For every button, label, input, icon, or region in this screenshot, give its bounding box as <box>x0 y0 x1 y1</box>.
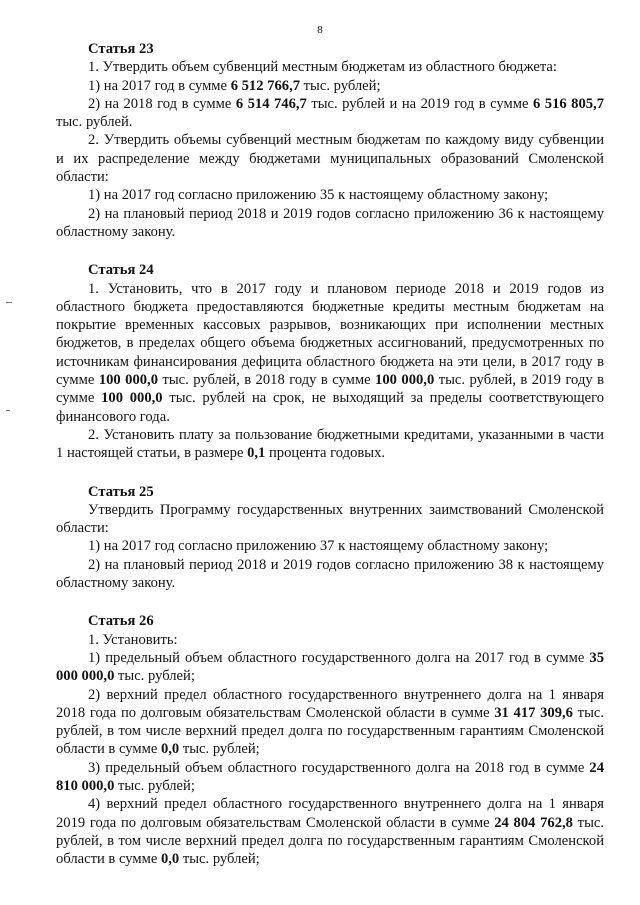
page-number: 8 <box>317 24 323 36</box>
amount: 100 000,0 <box>98 372 159 389</box>
amount: 0,0 <box>160 851 180 868</box>
amount: 6 516 805,7 <box>532 95 604 112</box>
article-heading: Статья 26 <box>88 613 154 630</box>
rate: 0,1 <box>247 445 266 462</box>
paragraph: Утвердить Программу государственных внутренних заимствований Смоленской области: <box>56 501 604 537</box>
paragraph: 2) верхний предел областного государственного внутреннего долга на 1 января 2018 года по долговым обязательствам Смоленской области в сумме 31 417 309,6 тыс. рублей, в том числе верхний предел долга по государственным гарантиям Смоленской области в сумме 0,0 тыс. рублей; <box>56 686 604 758</box>
amount: 0,0 <box>160 741 180 758</box>
paragraph: 1. Утвердить объем субвенций местным бюджетам из областного бюджета: <box>88 59 557 76</box>
paragraph: 1) на 2017 год в сумме 6 512 766,7 тыс. рублей; <box>88 77 381 94</box>
paragraph: 1. Установить, что в 2017 году и плановом периоде 2018 и 2019 годов из областного бюджета предоставляются бюджетные кредиты местным бюджетам на покрытие временных кассовых разрывов, возникающих при исполнении местных бюджетов, в пределах общего объема бюджетных ассигнований, предусмотренных по источникам финансирования дефицита областного бюджета на эти цели, в 2017 году в сумме 100 000,0 тыс. рублей, в 2018 году в сумме 100 000,0 тыс. рублей, в 2019 году в сумме 100 000,0 тыс. рублей на срок, не выходящий за пределы соответствующего финансового года. <box>56 280 605 425</box>
paragraph: 4) верхний предел областного государственного внутреннего долга на 1 января 2019 года по долговым обязательствам Смоленской области в сумме 24 804 762,8 тыс. рублей, в том числе верхний предел долга по государственным гарантиям Смоленской области в сумме 0,0 тыс. рублей; <box>56 796 604 868</box>
article-heading: Статья 23 <box>88 41 154 57</box>
paragraph: 3) предельный объем областного государственного долга на 2018 год в сумме 24 810 000,0 тыс. рублей; <box>56 759 604 794</box>
amount: 6 514 746,7 <box>235 95 307 112</box>
article-25 <box>56 483 604 593</box>
paragraph: 1) на 2017 год согласно приложению 35 к настоящему областному закону; <box>88 187 549 204</box>
amount: 100 000,0 <box>375 372 435 389</box>
paragraph: 2) на плановый период 2018 и 2019 годов согласно приложению 38 к настоящему областному закону. <box>56 556 604 592</box>
document-body <box>56 40 604 868</box>
margin-mark <box>6 410 10 411</box>
article-23 <box>56 40 604 241</box>
paragraph: 2. Утвердить объемы субвенций местным бюджетам по каждому виду субвенции и их распределение между бюджетами муниципальных образований Смоленской области: <box>56 132 604 186</box>
amount: 31 417 309,6 <box>494 704 573 721</box>
article-heading: Статья 24 <box>88 262 154 279</box>
paragraph: 2) на 2018 год в сумме 6 514 746,7 тыс. рублей и на 2019 год в сумме 6 516 805,7 тыс. рублей. <box>56 95 604 131</box>
paragraph: 1) на 2017 год согласно приложению 37 к настоящему областному закону; <box>88 538 549 555</box>
margin-mark <box>6 302 12 303</box>
amount: 24 804 762,8 <box>494 814 573 831</box>
paragraph: 2) на плановый период 2018 и 2019 годов согласно приложению 36 к настоящему областному закону. <box>56 205 604 240</box>
article-heading: Статья 25 <box>88 483 154 500</box>
paragraph: 2. Установить плату за пользование бюджетными кредитами, указанными в части 1 настоящей статьи, в размере 0,1 процента годовых. <box>56 426 604 462</box>
article-26 <box>56 612 604 868</box>
amount: 100 000,0 <box>101 390 163 407</box>
amount: 6 512 766,7 <box>230 77 301 94</box>
amount: 35 000 000,0 <box>56 649 604 685</box>
amount: 24 810 000,0 <box>56 759 604 794</box>
article-24 <box>56 261 604 462</box>
paragraph: 1) предельный объем областного государственного долга на 2017 год в сумме 35 000 000,0 тыс. рублей; <box>56 649 604 685</box>
paragraph: 1. Установить: <box>88 631 178 648</box>
